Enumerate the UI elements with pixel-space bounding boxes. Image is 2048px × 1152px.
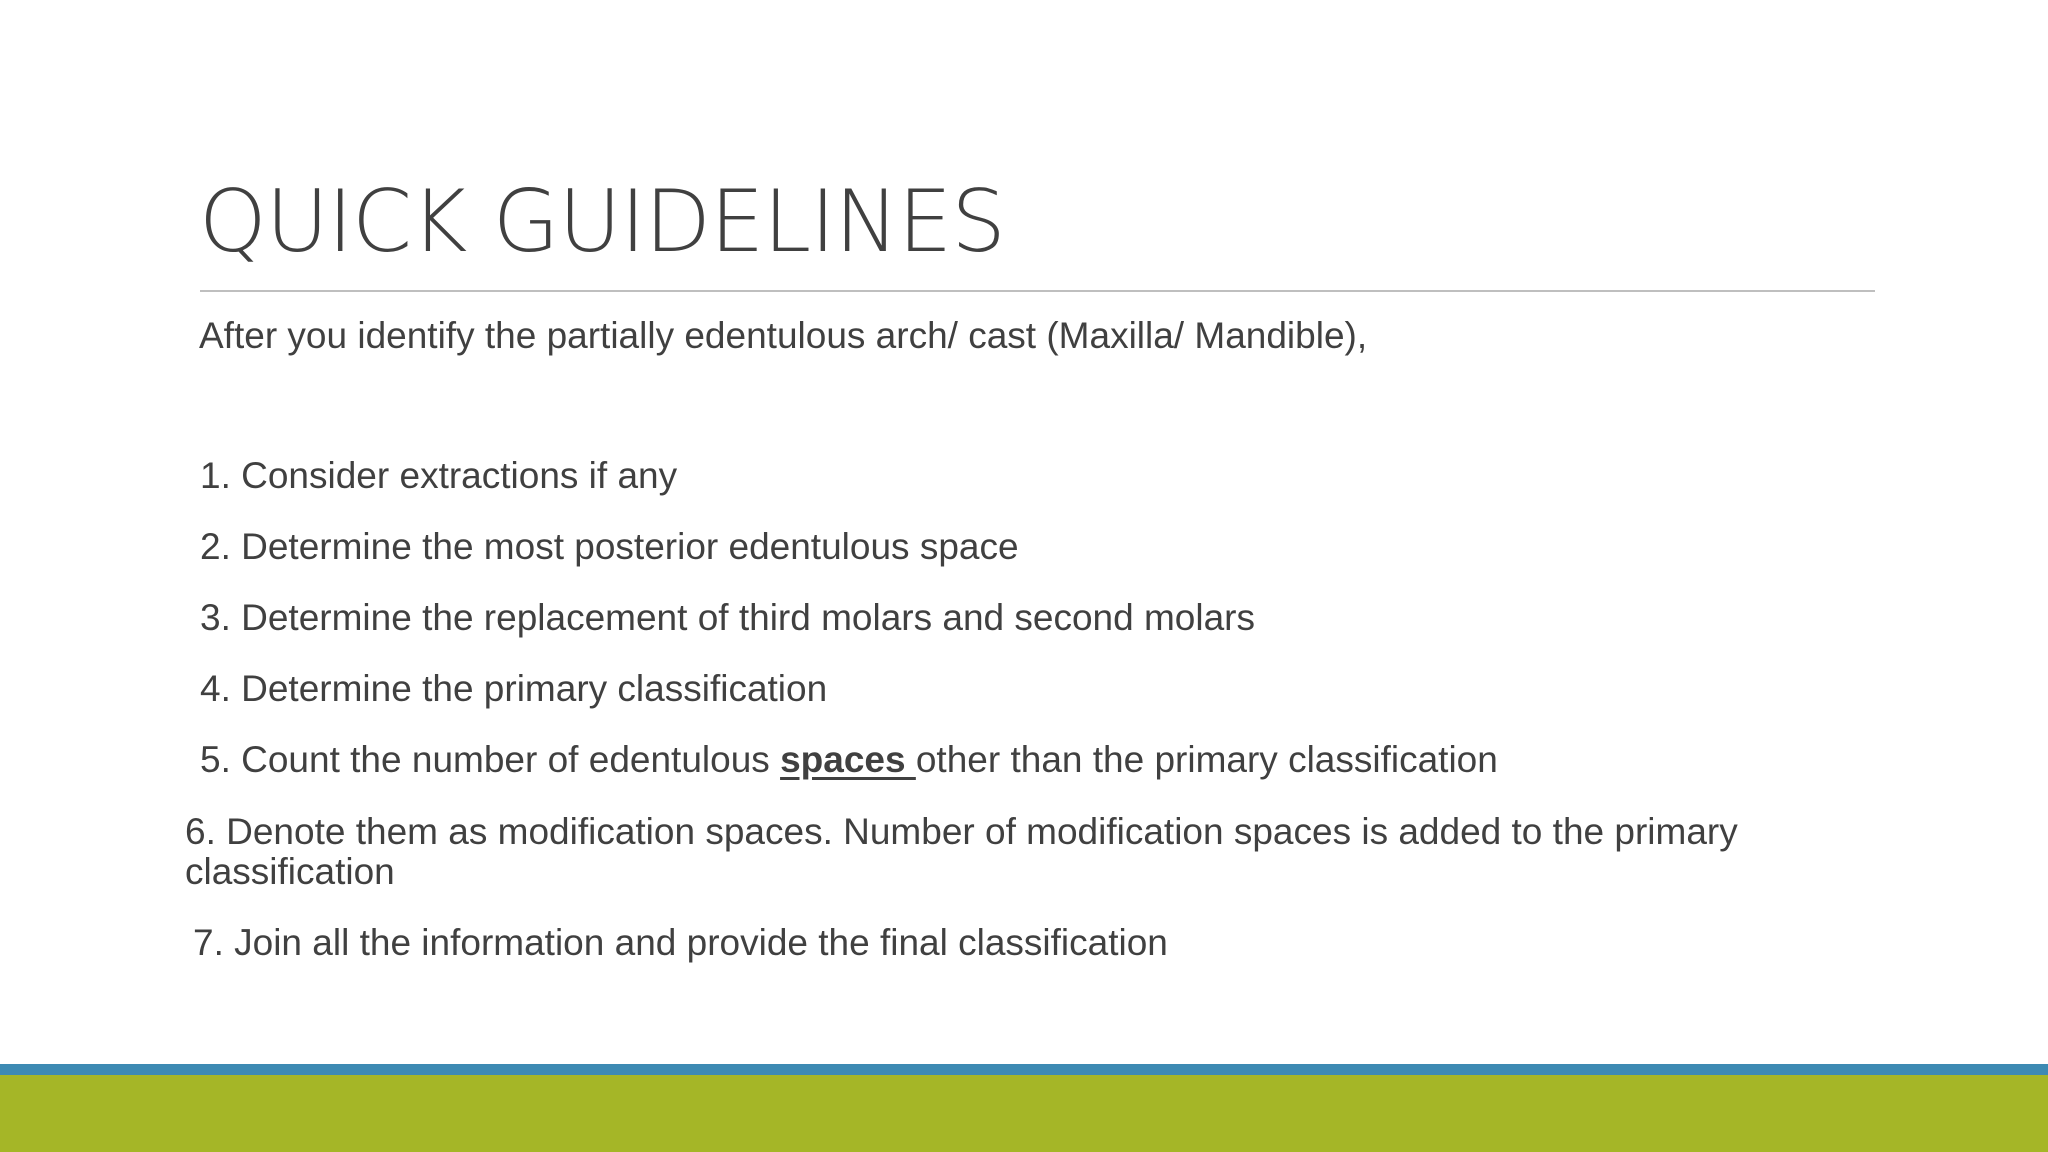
footer-green-band: [0, 1075, 2048, 1152]
intro-text: After you identify the partially edentulous arch/ cast (Maxilla/ Mandible),: [199, 315, 1368, 356]
step-2: 2. Determine the most posterior edentulous space: [200, 526, 1019, 567]
step-6-line-1: 6. Denote them as modification spaces. Number of modification spaces is added to the primary: [185, 811, 1738, 852]
step-1: 1. Consider extractions if any: [200, 455, 678, 496]
slide-title: QUICK GUIDELINES: [199, 172, 1005, 272]
step-5-emphasis: spaces: [780, 739, 916, 780]
step-7: 7. Join all the information and provide the final classification: [193, 922, 1168, 963]
footer-blue-band: [0, 1064, 2048, 1075]
step-4: 4. Determine the primary classification: [200, 668, 828, 709]
step-5-text-before: 5. Count the number of edentulous: [200, 739, 781, 780]
step-5: [200, 739, 1498, 781]
step-5-text-after: other than the primary classification: [915, 739, 1498, 780]
step-6-line-2: classification: [185, 851, 395, 892]
step-3: 3. Determine the replacement of third molars and second molars: [200, 597, 1256, 638]
